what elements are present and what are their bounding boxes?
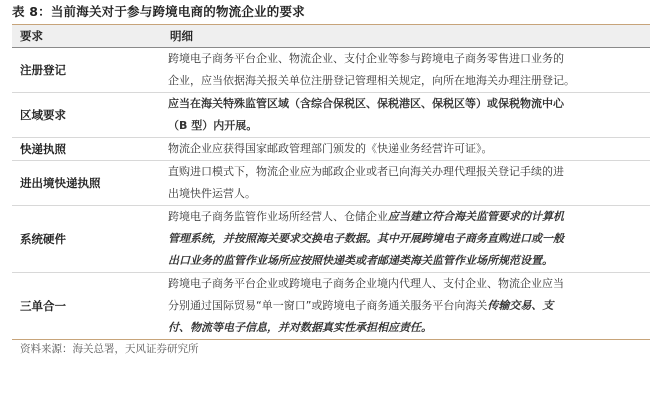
- detail-text: 跨境电子商务平台企业、物流企业、支付企业等参与跨境电子商务零售进口业务的: [168, 52, 564, 65]
- table-caption: 表 8：当前海关对于参与跨境电商的物流企业的要求: [12, 0, 650, 25]
- detail-cell: [162, 138, 650, 161]
- source-note: 资料来源：海关总署，天风证券研究所: [20, 343, 199, 355]
- header-detail: 明细: [162, 25, 650, 48]
- requirement-cell: 快递执照: [12, 138, 162, 161]
- detail-line: [168, 206, 644, 228]
- detail-text: 分别通过国际贸易“单一窗口”或跨境电子商务通关服务平台向海关: [168, 299, 488, 312]
- detail-text: 直购进口模式下，物流企业应为邮政企业或者已向海关办理代理报关登记手续的进: [168, 165, 564, 178]
- detail-line: [168, 93, 644, 115]
- detail-text: 企业，应当依据海关报关单位注册登记管理相关规定，向所在地海关办理注册登记。: [168, 74, 575, 87]
- detail-line: [168, 273, 644, 295]
- detail-text: 跨境电子商务平台企业或跨境电子商务企业境内代理人、支付企业、物流企业应当: [168, 277, 564, 290]
- detail-emphasis-text: （B 型）内开展。: [168, 119, 258, 132]
- requirement-cell: 区域要求: [12, 93, 162, 138]
- table-row: [12, 206, 650, 273]
- requirement-cell: 注册登记: [12, 48, 162, 93]
- detail-text: 物流企业应获得国家邮政管理部门颁发的《快递业务经营许可证》。: [168, 142, 493, 155]
- detail-emphasis-text: 传输交易、支: [487, 299, 554, 312]
- detail-emphasis-text: 管理系统，并按照海关要求交换电子数据。其中开展跨境电子商务直购进口或一般: [168, 232, 564, 245]
- requirement-cell: 三单合一: [12, 273, 162, 340]
- detail-line: [168, 250, 644, 272]
- detail-text: 出境快件运营人。: [168, 187, 256, 200]
- detail-line: [168, 138, 644, 160]
- detail-line: [168, 70, 644, 92]
- detail-line: [168, 228, 644, 250]
- detail-emphasis-text: 付、物流等电子信息，并对数据真实性承担相应责任。: [168, 321, 432, 334]
- detail-cell: [162, 161, 650, 206]
- detail-emphasis-text: 应当在海关特殊监管区域（含综合保税区、保税港区、保税区等）或保税物流中心: [168, 97, 564, 110]
- table-row: [12, 138, 650, 161]
- table-row: [12, 93, 650, 138]
- detail-text: 跨境电子商务监管作业场所经营人、仓储企业: [168, 210, 388, 223]
- table-header-row: [12, 25, 650, 48]
- table-body: [12, 48, 650, 340]
- detail-line: [168, 183, 644, 205]
- detail-cell: [162, 206, 650, 273]
- detail-line: [168, 295, 644, 317]
- detail-cell: [162, 273, 650, 340]
- detail-emphasis-text: 应当建立符合海关监管要求的计算机: [388, 210, 564, 223]
- detail-cell: [162, 48, 650, 93]
- detail-cell: [162, 93, 650, 138]
- table-row: [12, 273, 650, 340]
- detail-line: [168, 317, 644, 339]
- header-requirement: 要求: [12, 25, 162, 48]
- detail-line: [168, 161, 644, 183]
- requirement-cell: 进出境快递执照: [12, 161, 162, 206]
- requirements-table: [12, 25, 650, 340]
- detail-line: [168, 115, 644, 137]
- detail-line: [168, 48, 644, 70]
- table-row: [12, 48, 650, 93]
- detail-emphasis-text: 出口业务的监管作业场所应按照快递类或者邮递类海关监管作业场所规范设置。: [168, 254, 553, 267]
- table-row: [12, 161, 650, 206]
- requirement-cell: 系统硬件: [12, 206, 162, 273]
